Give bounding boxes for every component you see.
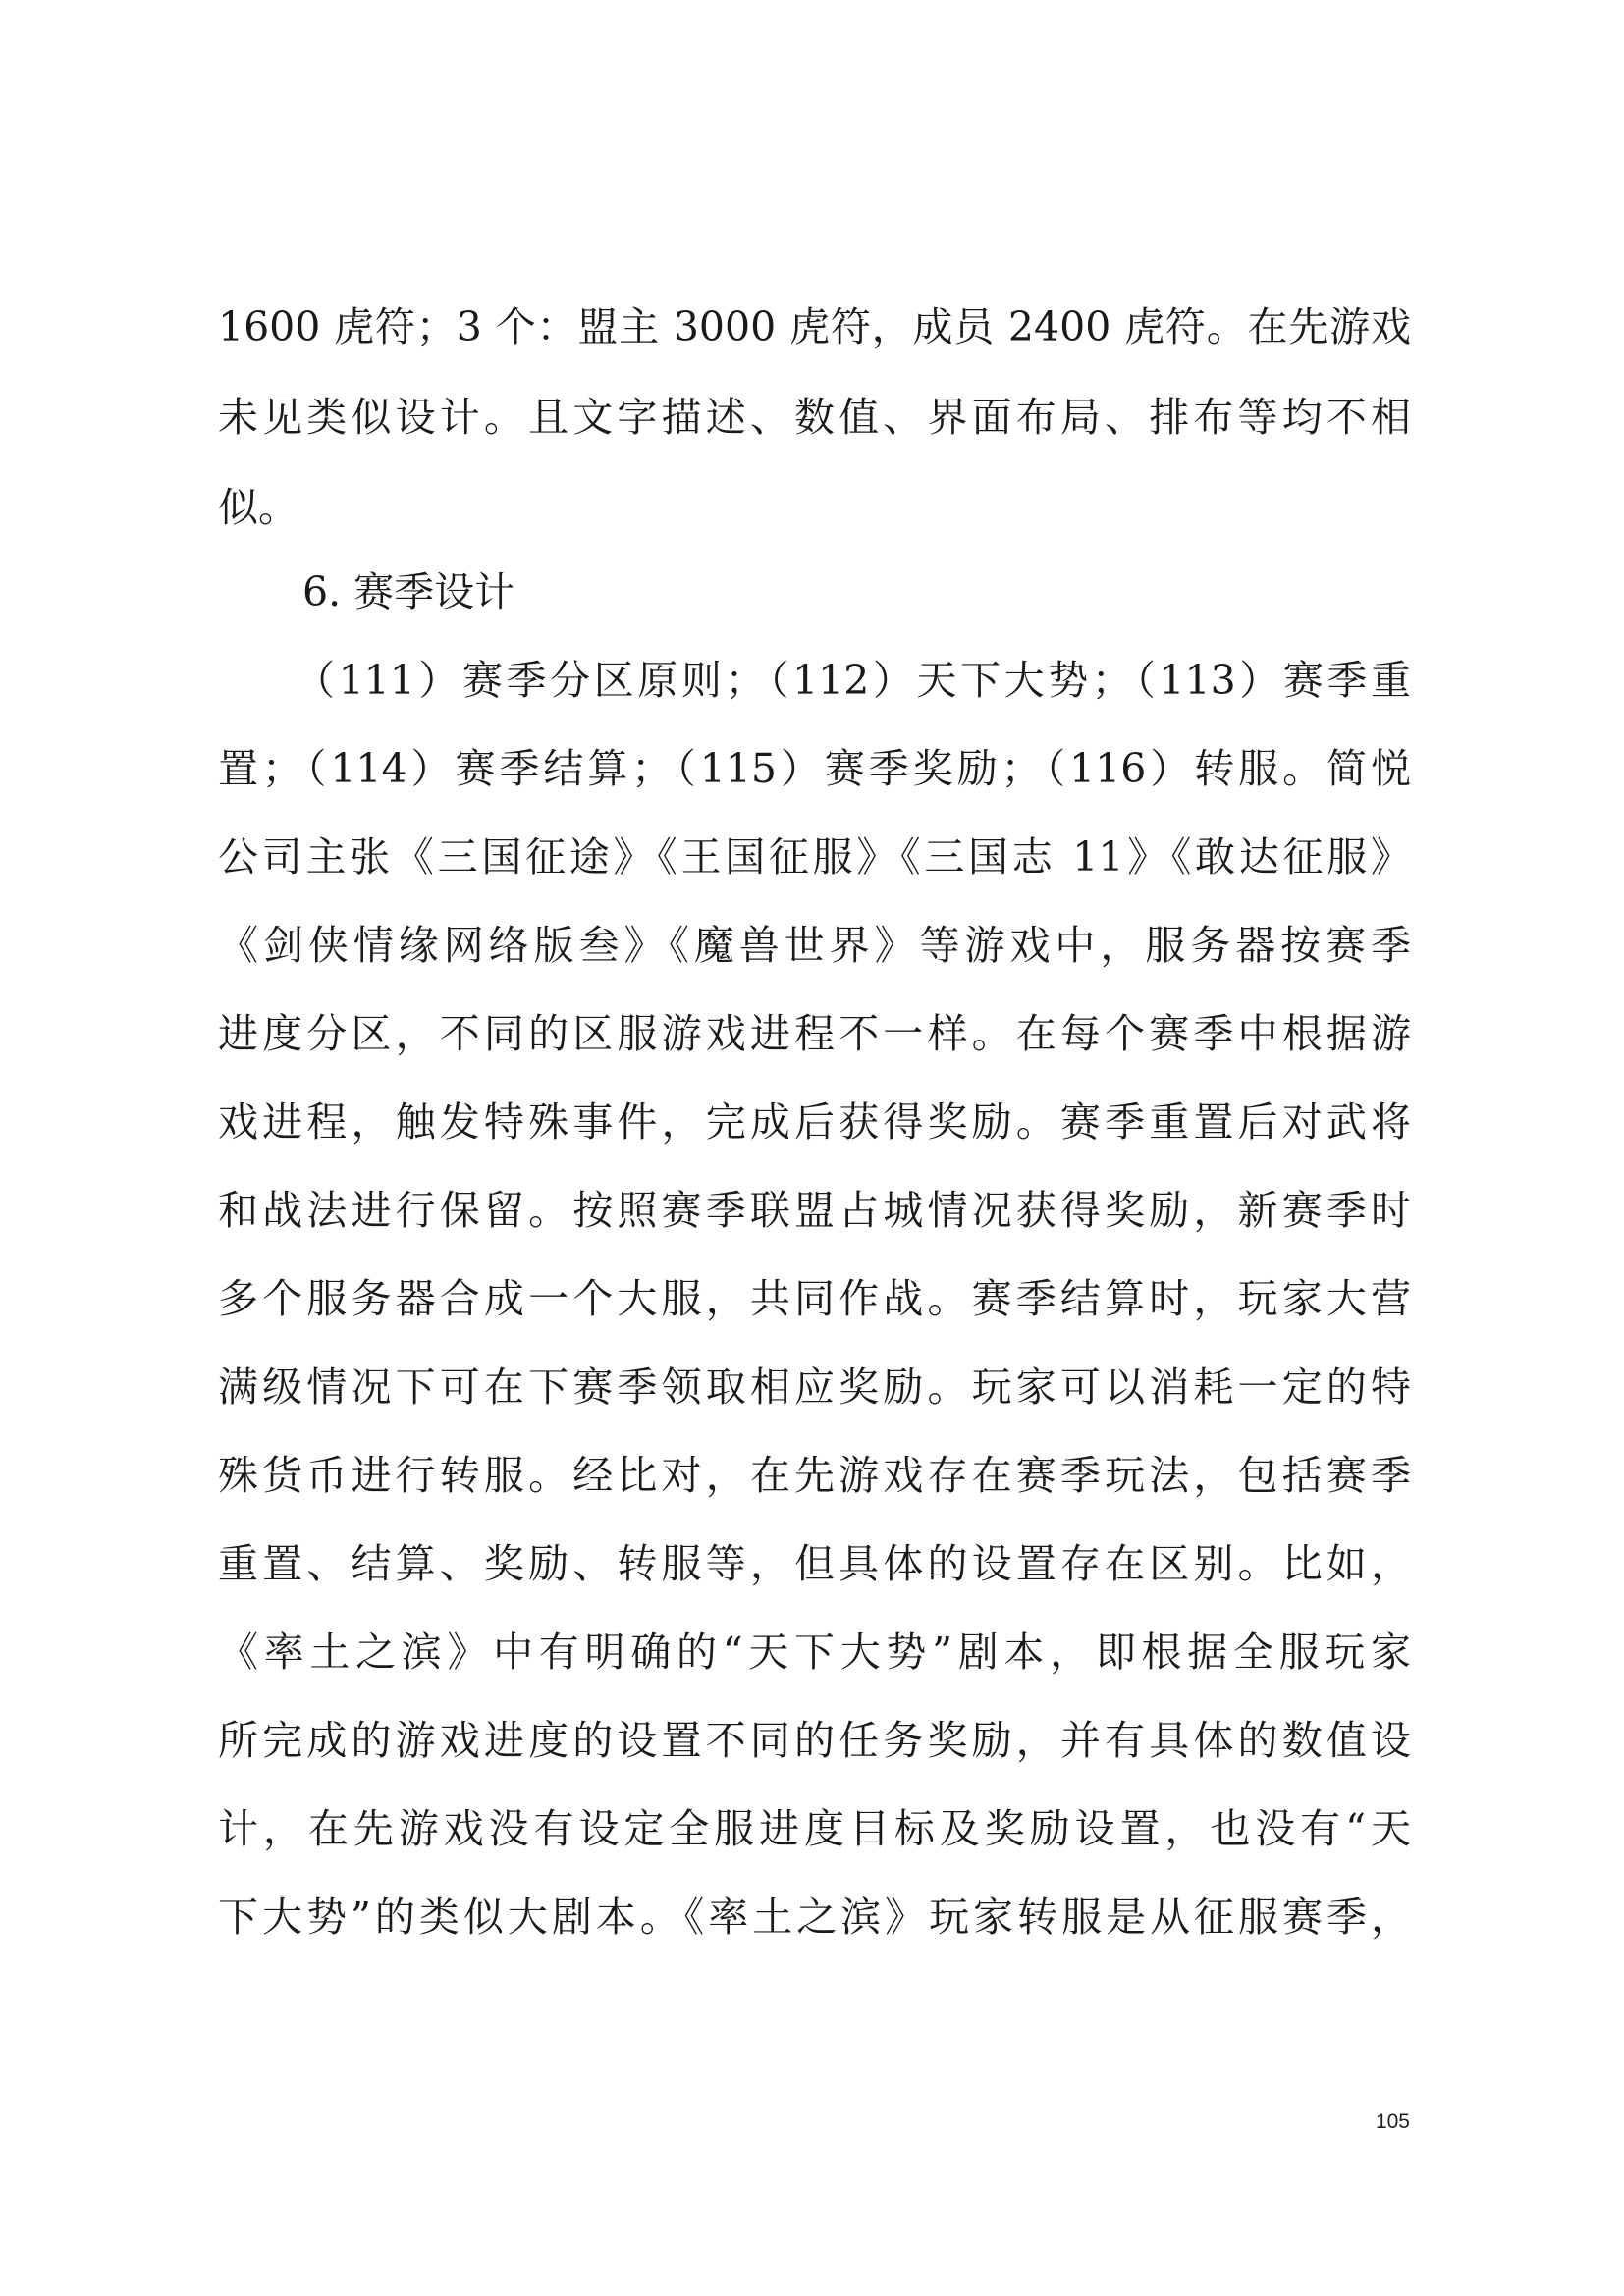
text-line-10: 戏进程，触发特殊事件，完成后获得奖励。赛季重置后对武将 (218, 1098, 1411, 1146)
section-heading: 6. 赛季设计 (302, 568, 515, 615)
page-number: 105 (1375, 2110, 1410, 2133)
text-line-18: 计，在先游戏没有设定全服进度目标及奖励设置，也没有“天 (218, 1805, 1411, 1852)
text-line-8: 《剑侠情缘网络版叁》《魔兽世界》等游戏中，服务器按赛季 (218, 922, 1411, 969)
text-line-9: 进度分区，不同的区服游戏进程不一样。在每个赛季中根据游 (218, 1010, 1411, 1057)
text-line-6: 置；（114）赛季结算；（115）赛季奖励；（116）转服。简悦 (218, 745, 1411, 792)
text-line-15: 重置、结算、奖励、转服等，但具体的设置存在区别。比如， (218, 1540, 1411, 1587)
text-line-5: （111）赛季分区原则；（112）天下大势；（113）赛季重 (295, 657, 1411, 704)
text-line-19: 下大势”的类似大剧本。《率土之滨》玩家转服是从征服赛季， (218, 1894, 1411, 1941)
text-line-11: 和战法进行保留。按照赛季联盟占城情况获得奖励，新赛季时 (218, 1187, 1411, 1234)
text-line-2: 未见类似设计。且文字描述、数值、界面布局、排布等均不相 (218, 394, 1411, 441)
text-line-14: 殊货币进行转服。经比对，在先游戏存在赛季玩法，包括赛季 (218, 1452, 1411, 1499)
text-line-7: 公司主张《三国征途》《王国征服》《三国志 11》《敢达征服》 (218, 833, 1411, 881)
text-line-3: 似。 (218, 484, 298, 531)
text-line-16: 《率土之滨》中有明确的“天下大势”剧本，即根据全服玩家 (218, 1629, 1411, 1676)
text-line-1: 1600 虎符；3 个：盟主 3000 虎符，成员 2400 虎符。在先游戏 (218, 303, 1411, 350)
text-line-12: 多个服务器合成一个大服，共同作战。赛季结算时，玩家大营 (218, 1275, 1411, 1322)
text-line-17: 所完成的游戏进度的设置不同的任务奖励，并有具体的数值设 (218, 1717, 1411, 1764)
text-line-13: 满级情况下可在下赛季领取相应奖励。玩家可以消耗一定的特 (218, 1363, 1411, 1411)
